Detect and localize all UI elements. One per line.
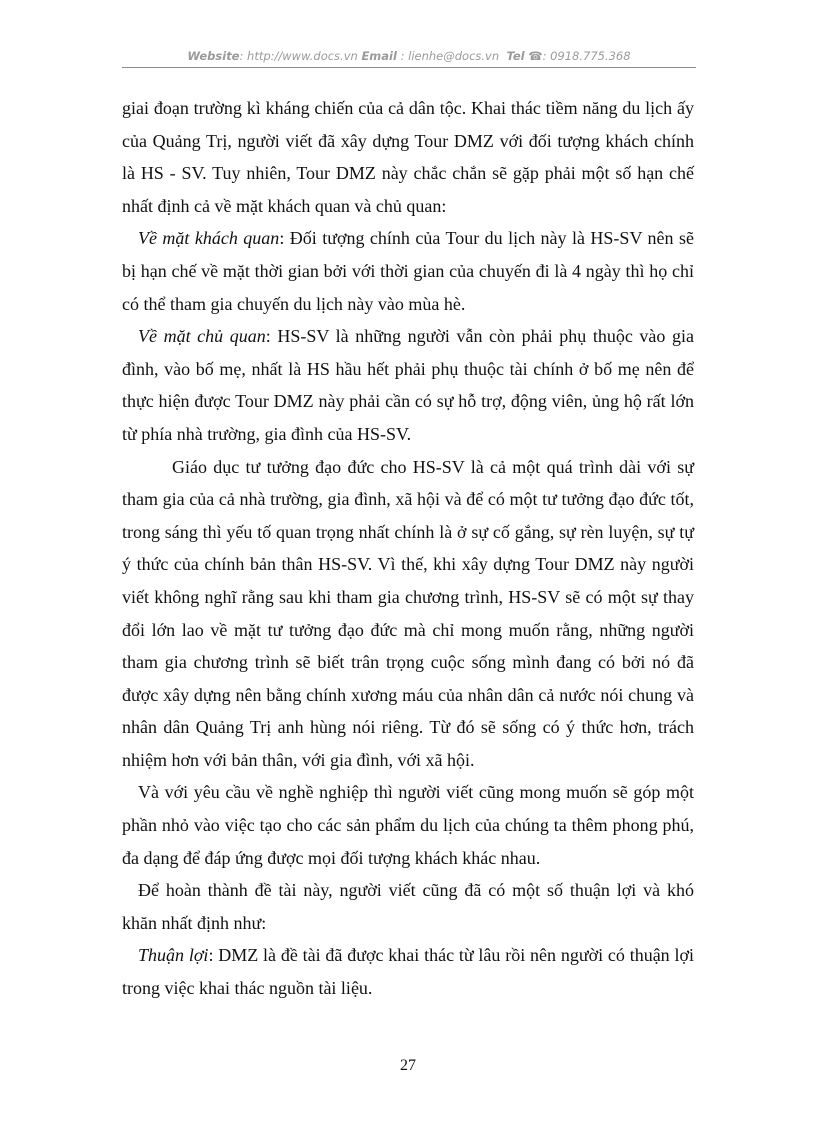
paragraph-objective: [122, 222, 694, 320]
website-label: Website: [187, 49, 240, 63]
paragraph-subjective: [122, 320, 694, 450]
objective-label: Về mặt khách quan: [138, 228, 280, 249]
page-number: 27: [400, 1057, 416, 1074]
subjective-label: Về mặt chủ quan: [138, 326, 266, 347]
document-body: [122, 92, 694, 1005]
tel-label: Tel: [506, 49, 525, 63]
website-value: : http://www.docs.vn: [239, 49, 358, 63]
paragraph-conditions: Để hoàn thành đề tài này, người viết cũng đã có một số thuận lợi và khó khăn nhất định như:: [122, 880, 694, 933]
header-divider: [122, 67, 696, 68]
subjective-text: : HS-SV là những người vẫn còn phải phụ thuộc vào gia đình, vào bố mẹ, nhất là HS hầu hết phải phụ thuộc tài chính ở bố mẹ nên để thực hiện được Tour DMZ này phải cần có sự hỗ trợ, động viên, ủng hộ rất lớn từ phía nhà trường, gia đình của HS-SV.: [122, 326, 694, 444]
paragraph-intro: giai đoạn trường kì kháng chiến của cả dân tộc. Khai thác tiềm năng du lịch ấy của Quảng Trị, người viết đã xây dựng Tour DMZ với đối tượng khách chính là HS - SV. Tuy nhiên, Tour DMZ này chắc chắn sẽ gặp phải một số hạn chế nhất định cả về mặt khách quan và chủ quan:: [122, 98, 694, 216]
advantages-text: : DMZ là đề tài đã được khai thác từ lâu rồi nên người có thuận lợi trong việc khai thác nguồn tài liệu.: [122, 945, 695, 999]
objective-text: : Đối tượng chính của Tour du lịch này là HS-SV nên sẽ bị hạn chế về mặt thời gian bởi với thời gian của chuyến đi là 4 ngày thì họ chỉ có thể tham gia chuyến du lịch này vào mùa hè.: [122, 228, 694, 314]
paragraph-advantages: [122, 939, 694, 1004]
email-value: : lienhe@docs.vn: [400, 49, 500, 63]
email-label: Email: [361, 49, 397, 63]
page-header: [122, 46, 696, 66]
paragraph-profession: Và với yêu cầu về nghề nghiệp thì người viết cũng mong muốn sẽ góp một phần nhỏ vào việc tạo cho các sản phẩm du lịch của chúng ta thêm phong phú, đa dạng để đáp ứng được mọi đối tượng khách khác nhau.: [122, 782, 694, 868]
paragraph-education: Giáo dục tư tưởng đạo đức cho HS-SV là cả một quá trình dài với sự tham gia của cả nhà trường, gia đình, xã hội và để có một tư tưởng đạo đức tốt, trong sáng thì yếu tố quan trọng nhất chính là ở sự cố gắng, sự rèn luyện, sự tự ý thức của chính bản thân HS-SV. Vì thế, khi xây dựng Tour DMZ này người viết không nghĩ rằng sau khi tham gia chương trình, HS-SV sẽ có một sự thay đổi lớn lao về mặt tư tưởng đạo đức mà chỉ mong muốn rằng, những người tham gia chương trình sẽ biết trân trọng cuộc sống mình đang có bởi nó đã được xây dựng nên bằng chính xương máu của nhân dân cả nước nói chung và nhân dân Quảng Trị anh hùng nói riêng. Từ đó sẽ sống có ý thức hơn, trách nhiệm hơn với bản thân, với gia đình, với xã hội.: [122, 456, 694, 770]
phone-icon: ☎: [528, 49, 543, 63]
advantages-label: Thuận lợi: [138, 945, 209, 966]
tel-value: : 0918.775.368: [542, 49, 631, 63]
